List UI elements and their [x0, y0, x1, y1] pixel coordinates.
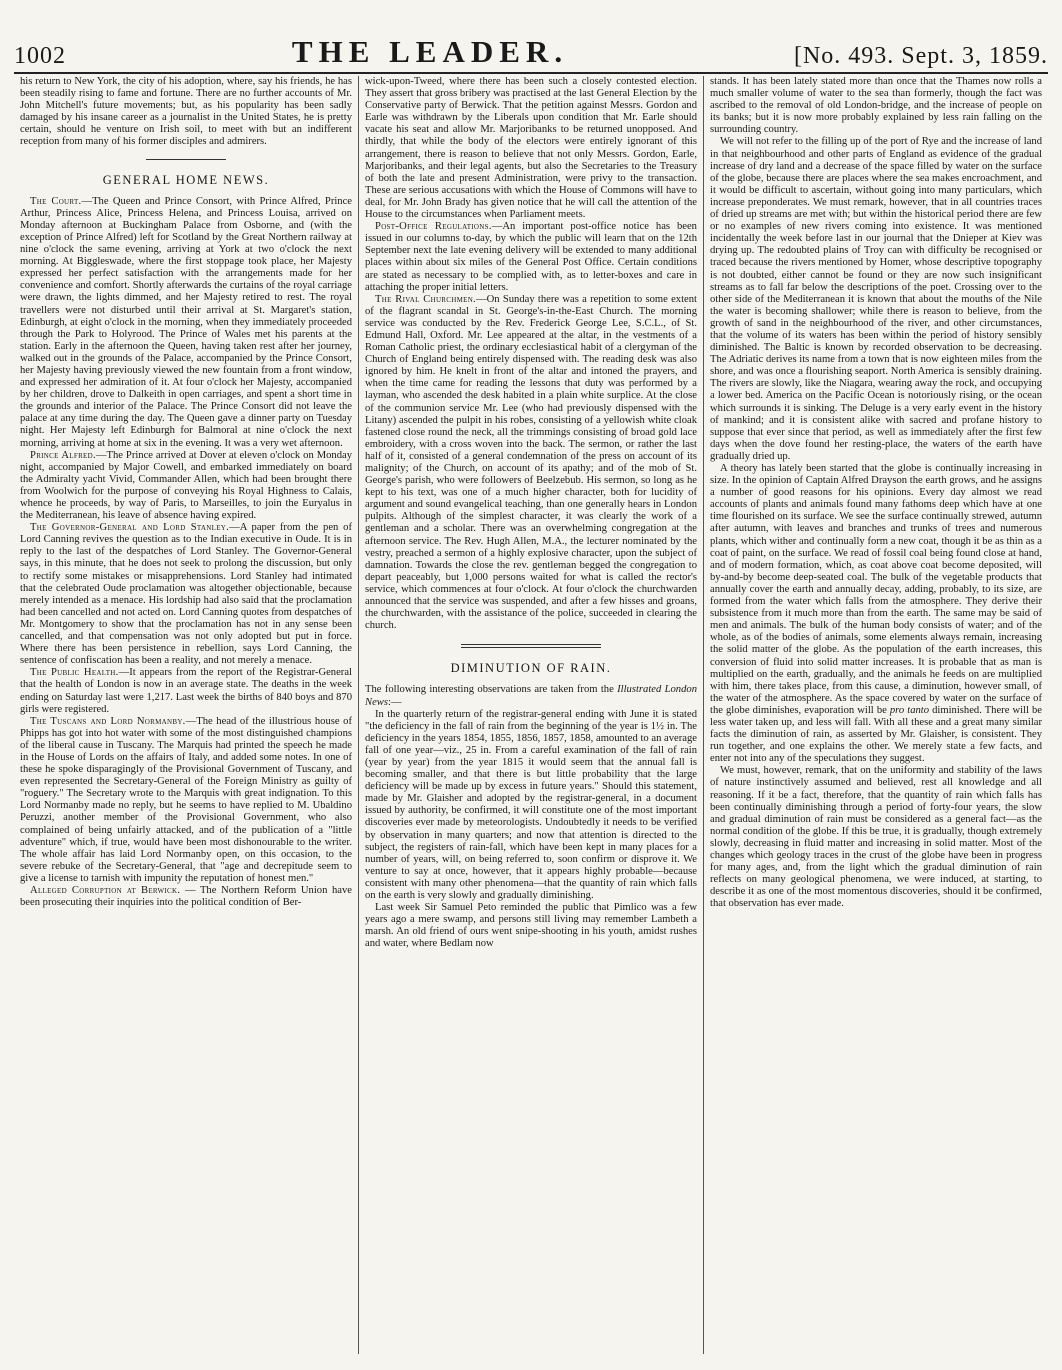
item-text: —A paper from the pen of Lord Canning revives the question as to the Indian executive in Oude. It is in reply to the last of the despatches of Lord Stanley. The Governor-General says, in this minute, that he does not seek to prolong the discussion, but only to rectify some mistakes or misapprehensions. Lord Stanley had intimated that the celebrated Oude proclamation was altogether objectionable, because merely intended as a menace. His lordship had also said that the proclamation had been cancelled and not acted on. Lord Canning quotes from despatches of Mr. Montgomery to show that the proclamation has not in any sense been cancelled, and that compensation was not only adopted but put in force. Where there has been persistence in rebellion, says Lord Canning, the sentence of confiscation has been a reality, and not merely a menace.	[20, 522, 352, 667]
item-text: — The Northern Reform Union have been prosecuting their inquiries into the political condition of Ber-	[20, 885, 352, 909]
item-text: —The Queen and Prince Consort, with Prince Alfred, Prince Arthur, Princess Alice, Princess Helena, and Princess Louisa, arrived on Monday afternoon at Buckingham Palace from Osborne, and (with the exception of Prince Alfred) left for Scotland by the Great Northern railway at nine o'clock the same evening, arriving at York at two o'clock the next morning. At Biggleswade, where the first stoppage took place, her Majesty expressed her perfect satisfaction with the arrangements made for her convenience and comfort. Shortly afterwards the curtains of the royal carriage were drawn, the lights dimmed, and her Majesty retired to rest. The royal travellers were not disturbed until their arrival at St. Margaret's station, Edinburgh, at eight o'clock in the morning, when they immediately proceeded through the Park to Holyrood. The Prince of Wales met his parents at the station. Early in the afternoon the Queen, having taken rest after her journey, walked out in the grounds of the Palace, accompanied by the Prince Consort, her Majesty having previously viewed the new fountain from a front window, and expressed her admiration of it. At four o'clock her Majesty, accompanied by her children, drove to Dalkeith in open carriages, and spent a short time in the grounds and interior of the Palace. The Prince Consort did not leave the palace at any time during the day. The Queen gave a dinner party on Tuesday night. Her Majesty left Edinburgh for Balmoral at nine o'clock the next morning, arriving at home at six in the evening. It was a very wet afternoon.	[20, 195, 352, 449]
paragraph: We must, however, remark, that on the uniformity and stability of the laws of nature instinctively assumed and believed, rest all knowledge and all reasoning. If it be a fact, therefore, that the quantity of rain which falls has been continually diminishing through a period of forty-four years, the slow and gradual diminution of rain must be considered as a general fact—as the normal condition of the globe. If this be true, it is gradually, though extremely slowly, decreasing in fluid matter and increasing in solid matter. Most of the changes which geology traces in the crust of the globe have been in progress for many ages, and, from the light which the gradual diminution of rain reflects on many geological phenomena, we were induced, at starting, to describe it as one of the most momentous discoveries, should it be confirmed, that observation has ever made.	[710, 765, 1042, 910]
paragraph	[20, 716, 352, 885]
item-lead: Post-Office Regulations.	[375, 221, 492, 233]
item-text: —An important post-office notice has been issued in our columns to-day, by which the public will learn that on the 12th September next the late evening delivery will be extended to many additional places within about six miles of the General Post Office. Certain conditions are stated as necessary to be complied with, as to letter-boxes and care in attaching the proper initial letters.	[365, 221, 697, 293]
item-lead: The Governor-General and Lord Stanley.	[30, 522, 230, 534]
item-text: diminished. There will be less water taken up, and less will fall. With all these and a great many similar facts the diminution of rain, as asserted by Mr. Glaisher, is consistent. They run together, and one explains the other. We merely state a few facts, and enter not into any of the speculations they suggest.	[710, 704, 1043, 765]
paragraph	[20, 196, 352, 450]
column-3	[703, 76, 1048, 1354]
intro	[365, 684, 697, 708]
column-2	[358, 76, 703, 1354]
paragraph	[20, 885, 352, 909]
section-heading: GENERAL HOME NEWS.	[102, 172, 270, 187]
item-lead: The Rival Churchmen.	[375, 293, 477, 305]
masthead-title: THE LEADER.	[291, 34, 569, 69]
item-text: —The head of the illustrious house of Phipps has got into hot water with some of the most distinguished champions of the liberal cause in Tuscany. The Marquis had printed the speech he made in the House of Lords on the affairs of Italy, and added some notes. In one of these he spoke disparagingly of the Provisional Government of Tuscany, and even represented the Secretary-General of the Foreign Ministry as guilty of "roguery." The Secretary wrote to the Marquis with great indignation. To this Lord Normanby made no reply, but he seems to have replied to M. Ubaldino Peruzzi, another member of the Provisional Government, who also complained of being unfairly attacked, and of the publication of a "little adventure" which, if true, would have been most dishonourable to the writer. The whole affair has laid Lord Normanby open, on this occasion, to the severe rebuke of the Secretary-General, that "age and decrepitude seem to give a license to tarnish with impunity the reputation of honest men."	[20, 715, 353, 884]
item-text: —On Sunday there was a repetition to some extent of the flagrant scandal in St. George's-in-the-East Church. The morning service was conducted by the Rev. Frederick George Lee, S.C.L., of St. Edmund Hall, Oxford. Mr. Lee appeared at the altar, in the vestments of a Roman Catholic priest, the ordinary ecclesiastical habit of a clergyman of the Church of England being entirely dispensed with. The reading desk was also ignored by him. He knelt in front of the altar and intoned the prayers, and when the time came for reading the lessons that duty was performed by a layman, who ascended the desk habited in a plain white surplice. At the close of the communion service Mr. Lee (who had previously dispensed with the Litany) ascended the pulpit in his robes, consisting of a yellowish white cloak fastened close round the neck, all the trimmings consisting of broad gold lace embroidery, with a cross woven into the back. The sermon, or rather the last half of it, consisted of a general condemnation of the press on account of its malignity; of the Church, on account of its apathy; and of the mob of St. George's parish, who were followers of Beelzebub. His sermon, so long as he kept to his text, was one of a much higher character, both for lucidity of argument and sound evangelical teaching, than one generally hears in London pulpits. Although of the simplest character, it was clearly the work of a gentleman and a scholar. There was an overwhelming congregation at the afternoon service. The Rev. Hugh Allen, M.A., the lecturer nominated by the vestry, preached a sermon of a highly explosive character, upon the subject of damnation. Towards the close the rev. gentleman begged the congregation to depart peaceably, but 1,000 persons waited for what is called the rector's service, which commences at four o'clock. At four o'clock the churchwarden announced that the service was suspended, and after a few hisses and groans, the churchwarden, with the assistance of the police, succeeded in clearing the church.	[365, 293, 697, 632]
paragraph: his return to New York, the city of his adoption, where, say his friends, he has been steadily rising to fame and fortune. There are no further accounts of Mr. John Mitchell's future movements; but, as his popularity has been sadly damaged by his insane career as a journalist in the United States, he is pretty certain, should he venture on Irish soil, to meet with but an indifferent reception from many of his former disciples and admirers.	[20, 76, 352, 148]
intro-text: The following interesting observations are taken from the	[365, 684, 618, 696]
item-lead: The Court.	[30, 195, 82, 207]
intro-text: :—	[387, 696, 402, 708]
page-header	[14, 36, 1048, 70]
paragraph: wick-upon-Tweed, where there has been such a closely contested election. They assert that gross bribery was practised at the last General Election by the Conservative party of Berwick. That the petition against Messrs. Gordon and Earle was withdrawn by the Liberals upon condition that Mr. Earle should vacate his seat and allow Mr. Marjoribanks to be returned unopposed. And thirdly, that while the body of the electors were entirely ignorant of this arrangement, there is reason to believe that not only Messrs. Gordon, Earle, Marjoribanks, and their legal agents, but also the Secretaries to the Treasury of both the late and present Administration, were privy to the transaction. These are serious accusations with which the House of Commons will have to deal, for Mr. John Brady has given notice that he will call the attention of the House to the circumstances when Parliament meets.	[365, 76, 697, 221]
paragraph: In the quarterly return of the registrar-general ending with June it is stated "the deficiency in the fall of rain from the beginning of the year is 1½ in. The deficiency in the years 1854, 1855, 1856, 1857, 1858, amounted to an average fall of one year—viz., 25 in. From a careful examination of the fall of rain (year by year) from the year 1815 it would seem that the annual fall is becoming smaller, and that there is but little probability that the large deficiency will be made up by excess in future years." Should this statement, made by Mr. Glaisher and adopted by the registrar-general, in a document issued by authority, be confirmed, it will constitute one of the most important discoveries ever made by meteorologists. Undoubtedly it needs to be verified by observation in many quarters; and now that attention is directed to the subject, the registers of rain-fall, which have been kept in many places for a number of years, will, on being referred to, soon confirm or disprove it. We venture to say at once, however, that it appears highly probable—because consistent with many other phenomena—that the quantity of rain which falls on the earth is very slowly and gradually diminishing.	[365, 708, 697, 901]
section-heading: DIMINUTION OF RAIN.	[450, 661, 612, 676]
divider	[461, 644, 601, 648]
page-number: 1002	[14, 43, 66, 69]
issue-info: [No. 493. Sept. 3, 1859.	[793, 43, 1048, 69]
item-lead: Alleged Corruption at Berwick.	[30, 885, 181, 896]
paragraph	[20, 450, 352, 523]
item-lead: Prince Alfred.	[30, 449, 96, 461]
item-text: —The Prince arrived at Dover at eleven o'clock on Monday night, accompanied by Major Cowell, and embarked immediately on board the Admiralty yacht Vivid, Commander Allen, which had been brought there from Woolwich for the purpose of conveying his Royal Highness to Calais, whence he proceeds, by way of Paris, to Marseilles, to join the Euryalus in the Mediterranean, his leave of absence having expired.	[20, 449, 352, 522]
header-rule	[14, 72, 1048, 74]
item-lead: The Tuscans and Lord Normanby.	[30, 715, 186, 727]
item-text: A theory has lately been started that the globe is continually increasing in size. In the opinion of Captain Alfred Drayson the earth grows, and he assigns a number of good reasons for his opinions. Every day almost we read accounts of plants and animals found many fathoms deep which have at one time flourished on its surface. We see the surface continually strewed, autumn after autumn, with leaves and branches and trunks of trees and numerous plants, which wither and continually form a new coat, though it be as thin as a coat of paint, on the surface. We read of fossil coal being found close at hand, and of modern formation, which, as coat above coat become deposited, will by-and-by become deep-seated coal. The bulk of the vegetable products that annually cover the earth and annually decay, adding, probably, to its size, are formed from the water which falls from the atmosphere. They derive their subsistence from it much more than from the earth. The same may be said of men and animals. The bulk of the human body consists of water; and of the whole, as of the bodies of animals, some elements always remain, increasing the solid matter of the globe. As the population of the earth increases, this conversion of fluid into solid matter increases. It is probable that as man is multiplied on the earth, gradually, and the animals he feeds on are multiplied with him, there takes place, from this cause, a diminution, however small, of the water of the atmosphere. As the space covered by water on the surface of the globe diminishes, evaporation will be	[710, 463, 1042, 716]
divider	[146, 159, 226, 160]
paragraph	[20, 522, 352, 667]
paragraph	[20, 667, 352, 715]
source-title: Illustrated London News	[365, 684, 697, 708]
item-text: —It appears from the report of the Registrar-General that the health of London is now in an average state. The deaths in the week ending on Saturday last were 1,217. Last week the births of 840 boys and 870 girls were registered.	[20, 667, 352, 715]
italic-text: pro tanto	[889, 704, 930, 716]
paragraph: Last week Sir Samuel Peto reminded the public that Pimlico was a few years ago a mere swamp, and persons still living may remember Lambeth a marsh. An old friend of ours went snipe-shooting in his youth, amidst rushes and water, where Bedlam now	[365, 902, 697, 950]
column-1	[14, 76, 358, 1354]
item-lead: The Public Health.	[30, 667, 119, 679]
paragraph	[710, 463, 1042, 765]
paragraph: stands. It has been lately stated more than once that the Thames now rolls a much smaller volume of water to the sea than formerly, though the fact was ascribed to the removal of old London-bridge, and the increase of people on its banks; but it is now more probably explained by less rain falling on the surrounding country.	[710, 76, 1042, 136]
article-columns	[14, 76, 1048, 1354]
paragraph	[365, 221, 697, 294]
paragraph: We will not refer to the filling up of the port of Rye and the increase of land in that neighbourhood and other parts of England as evidence of the gradual increase of dry land and a decrease of the space filled by water on the surface of the globe, because there are places where the sea makes encroachment, and it would be difficult to ascertain, without going into many particulars, which increase preponderates. We must remark, however, that in all countries traces of dried up streams are met with; but within the historical period there are few or no examples of new rivers coming into existence. It was mentioned incidentally the week before last in our journal that the Dnieper at Kiev was drying up. The redoubted plains of Troy can with difficulty be recognised or traced because the rivers mentioned by Homer, whose descriptive topography is not doubted, either cannot be found or they are now such insignificant streams as to fall far below the descriptions of the poet. Crossing over to the other side of the Mediterranean it is known that about the mouths of the Nile the water is becoming shallower; while there is reason to believe, from the growth of sand in the neighbourhood of the river, and other circumstances, that the volume of its waters has been within the period of history sensibly diminished. The Baltic is known by recorded observation to be decreasing. The Adriatic derives its name from a town that is now eighteen miles from the shore, and was once a flourishing seaport. North America is sensibly draining. The rivers are slowly, like the Niagara, wearing away the rock, and occupying a lower bed. America on the Pacific Ocean is notoriously rising, or the ocean which surrounds it is sinking. The Deluge is a very early event in the history of mankind; and it is consistent alike with sacred and profane history to suppose that ever since that period, as well as immediately after the first few days when the dove found her resting-place, the waters of the earth have gradually dried up.	[710, 136, 1042, 462]
paragraph	[365, 294, 697, 633]
